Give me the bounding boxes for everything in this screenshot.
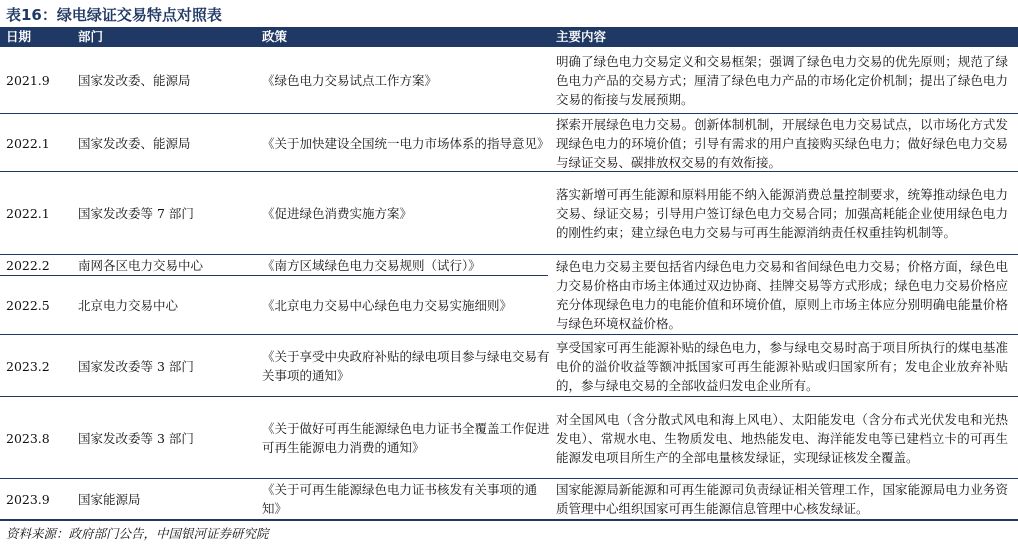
- source-note: 资料来源：政府部门公告，中国银河证券研究院: [6, 526, 269, 541]
- header-dept: 部门: [78, 29, 104, 44]
- table-row: [0, 479, 1018, 519]
- row-content: 国家能源局新能源和可再生能源司负责绿证相关管理工作，国家能源局电力业务资质管理中心组织国家可再生能源信息管理中心核发绿证。: [556, 482, 1008, 516]
- header-date: 日期: [6, 29, 32, 44]
- row-dept: 北京电力交易中心: [78, 298, 179, 313]
- row-date: 2021.9: [6, 73, 50, 88]
- row-date: 2023.8: [6, 430, 50, 446]
- row-date: 2023.9: [6, 491, 50, 507]
- table-header: [0, 27, 1018, 47]
- table-title: 表16：绿电绿证交易特点对照表: [6, 6, 222, 24]
- table-row: [0, 276, 548, 335]
- table-row: [0, 47, 1018, 114]
- row-policy: 《绿色电力交易试点工作方案》: [262, 73, 438, 88]
- row-dept: 国家发改委等 3 部门: [78, 430, 194, 446]
- header-content: 主要内容: [556, 29, 607, 44]
- table-bottom-rule: [0, 519, 1018, 521]
- row-dept: 国家发改委、能源局: [78, 73, 191, 88]
- row-content: 对全国风电（含分散式风电和海上风电）、太阳能发电（含分布式光伏发电和光热发电）、常规水电、生物质发电、地热能发电、海洋能发电等已建档立卡的可再生能源发电项目所生产的全部电量核发绿证，实现绿证核发全覆盖。: [556, 411, 1008, 465]
- table-row: [0, 335, 1018, 397]
- row-date: 2022.1: [6, 135, 50, 151]
- row-dept: 国家能源局: [78, 491, 141, 507]
- row-content: 落实新增可再生能源和原料用能不纳入能源消费总量控制要求，统筹推动绿色电力交易、绿证交易；引导用户签订绿色电力交易合同；加强高耗能企业使用绿色电力的刚性约束；建立绿色电力交易与可再生能源消纳责任权重挂钩机制等。: [556, 187, 1008, 240]
- row-dept: 国家发改委等 7 部门: [78, 206, 194, 221]
- row-date: 2023.2: [6, 358, 50, 374]
- row-policy: 《北京电力交易中心绿色电力交易实施细则》: [262, 298, 513, 313]
- table-row: [0, 397, 1018, 479]
- row-date: 2022.2: [6, 258, 50, 273]
- row-policy: 《南方区域绿色电力交易规则（试行）》: [262, 258, 481, 273]
- row-dept: 南网各区电力交易中心: [78, 258, 204, 273]
- header-policy: 政策: [262, 29, 288, 44]
- merged-content: 绿色电力交易主要包括省内绿色电力交易和省间绿色电力交易；价格方面，绿色电力交易价格由市场主体通过双边协商、挂牌交易等方式形成；绿色电力交易价格应充分体现绿色电力的电能价值和环境价值，原则上市场主体应分别明确电能量价格与绿色环境权益价格。: [556, 259, 1008, 331]
- row-policy: 《关于做好可再生能源绿色电力证书全覆盖工作促进可再生能源电力消费的通知》: [262, 421, 550, 455]
- row-content: 探索开展绿色电力交易。创新体制机制，开展绿色电力交易试点，以市场化方式发现绿色电力的环境价值；引导有需求的用户直接购买绿色电力；做好绿色电力交易与绿证交易、碳排放权交易的有效衔接。: [556, 116, 1008, 170]
- row-content: 享受国家可再生能源补贴的绿色电力，参与绿电交易时高于项目所执行的煤电基准电价的溢价收益等额冲抵国家可再生能源补贴或归国家所有；发电企业放弃补贴的，参与绿电交易的全部收益归发电企业所有。: [556, 339, 1008, 393]
- table-row: [0, 172, 1018, 255]
- row-policy: 《关于享受中央政府补贴的绿电项目参与绿电交易有关事项的通知》: [262, 349, 550, 383]
- merged-content-cell: [548, 255, 1018, 335]
- table-row: [0, 114, 1018, 172]
- row-policy: 《促进绿色消费实施方案》: [262, 206, 413, 221]
- row-dept: 国家发改委等 3 部门: [78, 358, 194, 374]
- row-date: 2022.5: [6, 298, 50, 313]
- table-row: [0, 255, 548, 276]
- row-policy: 《关于加快建设全国统一电力市场体系的指导意见》: [262, 135, 550, 151]
- row-content: 明确了绿色电力交易定义和交易框架；强调了绿色电力交易的优先原则；规范了绿色电力产品的交易方式；厘清了绿色电力产品的市场化定价机制；提出了绿色电力交易的衔接与发展预期。: [556, 54, 1008, 107]
- row-date: 2022.1: [6, 206, 50, 221]
- row-policy: 《关于可再生能源绿色电力证书核发有关事项的通知》: [262, 482, 538, 516]
- row-dept: 国家发改委、能源局: [78, 135, 191, 151]
